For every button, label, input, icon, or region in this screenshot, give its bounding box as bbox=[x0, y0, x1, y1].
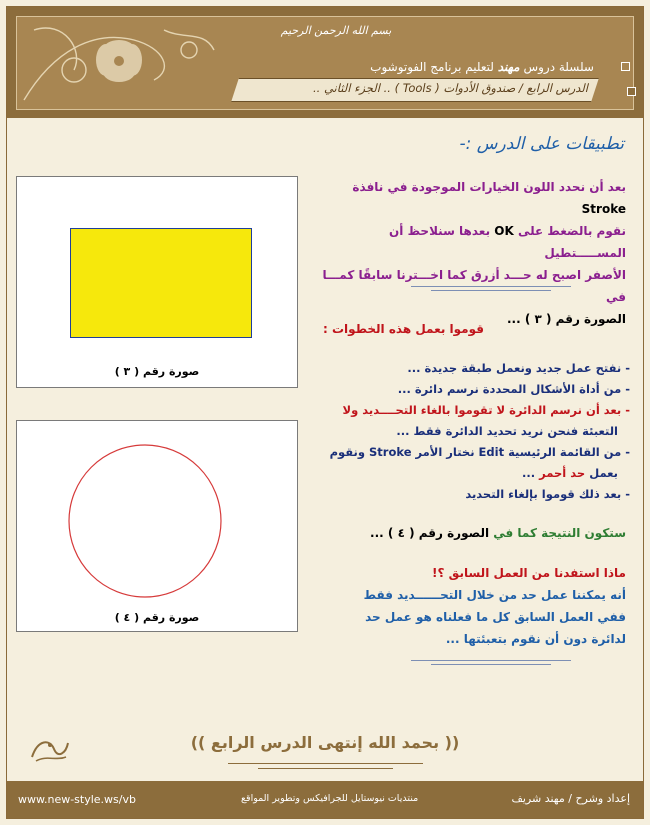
series-logo: مهند bbox=[497, 60, 520, 74]
result-text: ستكون النتيجة كما في bbox=[493, 526, 626, 540]
step-2: - من أداة الأشكال المحددة نرسم دائرة ... bbox=[397, 382, 630, 396]
result-image-ref: الصورة رقم ( ٤ ) bbox=[387, 526, 490, 540]
answer-line-2: ففي العمل السابق كل ما فعلناه هو عمل حد bbox=[365, 610, 626, 624]
step-4-red-border: حد أحمر bbox=[539, 466, 586, 480]
basmala-text: بسم الله الرحمن الرحيم bbox=[280, 24, 392, 37]
section-heading: تطبيقات على الدرس :- bbox=[459, 134, 624, 154]
footer-author: إعداد وشرح / مهند شريف bbox=[511, 792, 630, 805]
step-3: - بعد أن نرسم الدائرة لا تقوموا بالغاء التحــــديد ولا bbox=[342, 403, 630, 417]
step-4: - من القائمة الرئيسية Edit نختار الأمر Stroke ونقوم bbox=[329, 445, 630, 459]
closing-text: (( بحمد الله إنتهى الدرس الرابع )) bbox=[190, 733, 460, 752]
para1-ellipsis: ... bbox=[506, 312, 521, 326]
step-4-ellipsis: ... bbox=[522, 466, 536, 480]
para1-line1: بعد أن نحدد اللون الخيارات الموجودة في نافذة bbox=[352, 180, 626, 194]
result-ellipsis: ... bbox=[370, 526, 384, 540]
para1-line2c: بعدها سنلاحظ أن المســـــتطيل bbox=[389, 224, 626, 260]
series-prefix: سلسلة دروس bbox=[523, 60, 594, 74]
para1-ok: OK bbox=[494, 224, 514, 238]
step-1: - نفتح عمل جديد ونعمل طبقة جديدة ... bbox=[407, 361, 630, 375]
step-5: - بعد ذلك قوموا بإلغاء التحديد bbox=[465, 487, 630, 501]
series-suffix: لتعليم برنامج الفوتوشوب bbox=[370, 60, 494, 74]
image-4-caption: صورة رقم ( ٤ ) bbox=[114, 611, 200, 624]
answer-line-1: أنه يمكننا عمل حد من خلال التحــــــديد فقط bbox=[363, 588, 626, 602]
lesson-title: الدرس الرابع / صندوق الأدوات ( Tools ) .. الجزء الثاني .. bbox=[313, 81, 588, 95]
para1-stroke: Stroke bbox=[581, 202, 626, 216]
para1-line3: الأصفر اصبح له حـــد أزرق كما اخـــترنا سابقًا كمـــا في bbox=[322, 268, 626, 304]
image-3-caption: صورة رقم ( ٣ ) bbox=[114, 365, 200, 378]
step-4-cont: بعمل bbox=[589, 466, 618, 480]
page-border bbox=[6, 6, 644, 819]
para1-image-ref: الصورة رقم ( ٣ ) bbox=[524, 312, 626, 326]
answer-line-3: لدائرة دون أن نقوم بتعبئتها ... bbox=[445, 632, 626, 646]
steps-heading: قوموا بعمل هذه الخطوات : bbox=[323, 322, 484, 336]
para1-line2a: نقوم بالضغط على bbox=[517, 224, 626, 238]
footer-forum: منتديات نيوستايل للجرافيكس وتطوير المواقع bbox=[241, 793, 419, 804]
step-3-cont: التعبئة فنحن نريد تحديد الدائرة فقط ... bbox=[396, 424, 618, 438]
footer-url-link[interactable]: www.new-style.ws/vb bbox=[18, 793, 136, 806]
question-line: ماذا استفدنا من العمل السابق ؟! bbox=[432, 566, 626, 580]
